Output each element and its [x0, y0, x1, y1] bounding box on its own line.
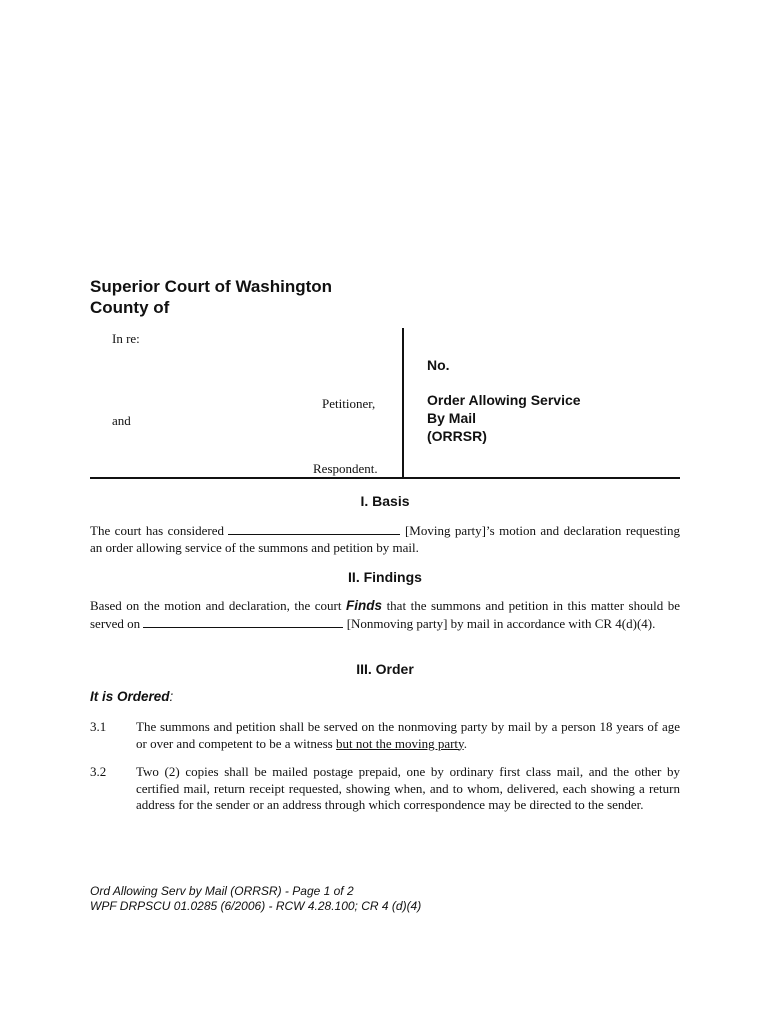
in-re-label: In re: [112, 331, 140, 346]
document-title-line1: Order Allowing Service [427, 392, 581, 408]
order-item-number: 3.2 [90, 764, 107, 779]
section-heading-basis: I. Basis [360, 493, 410, 509]
footer-line1: Ord Allowing Serv by Mail (ORRSR) - Page 1 of 2 [90, 884, 354, 898]
caption-divider-vertical [402, 328, 404, 478]
basis-text-before: The court has considered [90, 523, 224, 538]
moving-party-blank [228, 522, 400, 535]
document-title [427, 391, 581, 445]
it-is-ordered-colon: : [169, 689, 174, 704]
findings-text-before: Based on the motion and declaration, the court [90, 598, 342, 613]
document-code: (ORRSR) [427, 428, 487, 444]
findings-paragraph [90, 598, 680, 632]
it-is-ordered [90, 689, 173, 705]
finds-keyword: Finds [346, 598, 383, 613]
document-title-line2: By Mail [427, 410, 477, 426]
findings-text-after: [Nonmoving party] by mail in accordance with CR 4(d)(4). [346, 615, 656, 631]
petitioner-label: Petitioner, [322, 396, 376, 411]
findings-text-middle: that the summons and petition in this matter should be served on [90, 598, 681, 631]
basis-paragraph [90, 522, 680, 556]
and-label: and [112, 413, 131, 428]
order-item-number: 3.1 [90, 719, 107, 734]
county-line: County of [90, 298, 170, 317]
section-heading-order: III. Order [356, 661, 414, 677]
respondent-label: Respondent. [313, 461, 378, 476]
order-item-3-1-text: The summons and petition shall be served on the nonmoving party by mail by a person 18 years of age or over and competent to be a witness [136, 719, 680, 751]
basis-text-after: [Moving party]’s motion and declaration requesting an order allowing service of the summons and petition by mail. [90, 523, 681, 555]
nonmoving-party-blank [143, 615, 343, 628]
it-is-ordered-label: It is Ordered [90, 689, 170, 704]
caption-divider-horizontal [90, 477, 680, 479]
case-number-label: No. [427, 357, 450, 373]
section-heading-findings: II. Findings [348, 569, 422, 585]
order-item-3-1-end: . [463, 735, 467, 751]
order-item-3-1-underlined: but not the moving party [336, 735, 464, 751]
court-title [90, 276, 332, 318]
order-item-text [136, 719, 680, 752]
footer-line2: WPF DRPSCU 01.0285 (6/2006) - RCW 4.28.100; CR 4 (d)(4) [90, 899, 422, 913]
footer [90, 884, 421, 914]
court-name: Superior Court of Washington [90, 277, 333, 296]
order-item-text: Two (2) copies shall be mailed postage prepaid, one by ordinary first class mail, and the other by certified mail, return receipt requested, showing when, and to whom, delivered, each showing a return address for the sender or an address through which correspondence may be directed to the sender. [136, 764, 680, 812]
